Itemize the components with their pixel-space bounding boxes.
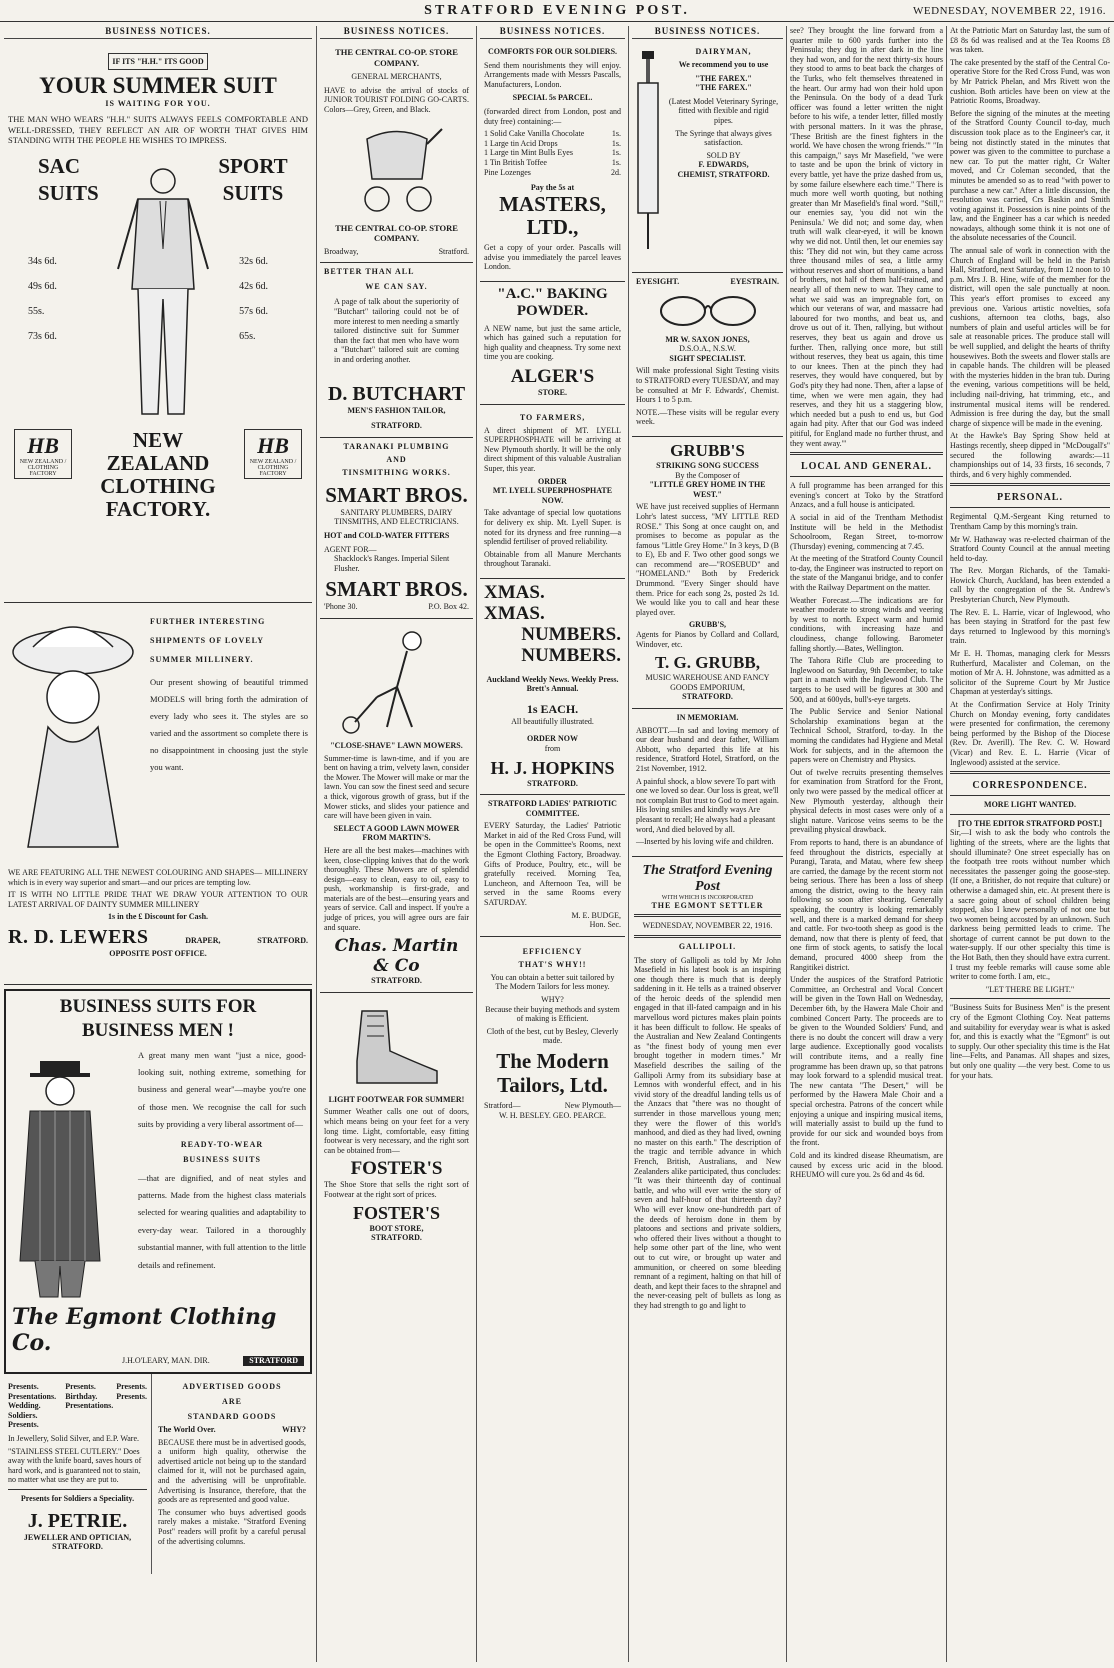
coop-addr-r: Stratford. (438, 246, 469, 256)
letter-body: Sir,—I wish to ask the body who controls the lighting of the streets, where are the lights that should illuminate? One street especially has on the footpath tree roots without number which necessitates the passenger going the goose-step. (If one, a Britisher, do not require that culture) or otherwise a damaged shin, etc. At present there is a sacre going about of school children being stopped, also I knew personally of not one but two women being accosted by an unknown. Such darkness being permitted leads to crime. The shortage of current cannot be put down to the water-supply. If our other specialty this time is the Hot Bath, then they should have extra current. I trust my feeble remarks will cause some able writer to come forth. I am, etc., (950, 828, 1110, 982)
egmont-logo-name: The Egmont Clothing Co. (12, 1304, 277, 1357)
column-4 (632, 26, 783, 1662)
butchart-body: A page of talk about the superiority of "Butchart" tailoring could not be of more interest to men needing a smartly tailored distinctive suit for Summer than the fact that men who have worn a "Butchart" tailored suit are coming in and ordering another. (334, 297, 459, 365)
hopkins-h4: NUMBERS. (521, 644, 621, 666)
farex-advert (632, 43, 783, 273)
foster-sub: BOOT STORE, (369, 1223, 424, 1233)
hb-logo-text: HB (27, 432, 59, 458)
column-1 (4, 26, 312, 1662)
petrie-advert (4, 1374, 152, 1574)
egmont-business: BUSINESS SUITS (183, 1154, 261, 1164)
bottom-adverts-row (4, 1374, 312, 1574)
section-label: BUSINESS NOTICES. (480, 26, 625, 39)
advertised-goods-advert (152, 1374, 312, 1574)
nz-clothing-factory: NEW ZEALAND CLOTHING FACTORY. (100, 427, 216, 522)
news-item: The annual sale of work in connection with the Church of England will be held in the Parish Hall, Stratford, next Saturday, from 12 noon to 10 p.m. Mrs J. B. Hine, wife of the member for the district, will open the sale punctually at noon. This year's effort promises to exceed any previous one. Various artistic novelties, sofa cushions, afternoon tea cloths, bags, also numbers of plain and useful articles will be for sale at reasonable prices. The produce stall will be well supplied, and delight the hearts of thrifty housewives. Both the sweets and flower stalls are in capable hands. The children will be pleased with the mysteries hidden in the bran tub. During the evening, various competitions will be held, including nail-driving, hat trimming, etc., and instrumental musical items will be rendered. Admission is free during the day, but the small charge of sixpence will be made in the evening. (950, 246, 1110, 428)
grubb-h: STRIKING SONG SUCCESS (656, 460, 759, 470)
alger-body: A NEW name, but just the same article, which has gained such a reputation for high quality and cheapness. Try some next time you are cooking. (484, 323, 621, 362)
letter-to: [TO THE EDITOR STRATFORD POST.] (958, 818, 1102, 828)
adv-h1: ADVERTISED GOODS (182, 1382, 282, 1391)
column-3 (480, 26, 625, 1662)
farex-name2: "THE FAREX." (695, 83, 752, 93)
divider (790, 476, 943, 477)
smart-h2: AND (386, 454, 407, 464)
smart-sub: SANITARY PLUMBERS, DAIRY TINSMITHS, AND ELECTRICIANS. (334, 507, 459, 527)
egmont-logo (12, 1304, 304, 1366)
divider (790, 452, 943, 455)
masters-h: COMFORTS FOR OUR SOLDIERS. (487, 47, 618, 56)
farex-role: CHEMIST, STRATFORD. (677, 169, 770, 179)
lewers-name-row (8, 926, 308, 949)
smart-h1: TARANAKI PLUMBING (343, 441, 450, 451)
personal-item: Mr W. Hathaway was re-elected chairman of the Stratford County Council at the annual meeting held to-day. (950, 534, 1110, 563)
butchart-advert (320, 263, 473, 437)
nz-clothing-footer (8, 429, 308, 539)
egmont-body1: A great many men want "just a nice, good-looking suit, nothing extreme, something for business and general wear"—maybe you're one of those men. We recognise the call for such suits by providing a very liberal assortment of— (138, 1049, 306, 1130)
local-item: Cold and its kindred disease Rheumatism, are caused by excess uric acid in the blood. RHEUMO will cure you. 2s 6d and 4s 6d. (790, 1150, 943, 1180)
farex-body2: The Syringe that always gives satisfaction. (675, 128, 772, 148)
egmont-body2: —that are dignified, and of neat styles and patterns. Made from the highest class materials selected for wearing qualities and adaptability to every-day wear. Tailored in a thoroughly substantial manner, with full attention to the little details and refinement. (138, 1172, 306, 1270)
farmers-body3: Obtainable from all Manure Merchants throughout Taranaki. (484, 549, 621, 569)
jones-r: EYESTRAIN. (730, 277, 779, 286)
personal-heading: PERSONAL. (997, 492, 1063, 504)
hopkins-name: H. J. HOPKINS (490, 757, 615, 778)
masters-advert (480, 43, 625, 282)
coop-addr-row (324, 247, 469, 257)
sac-suits-heading: SAC SUITS (38, 153, 99, 206)
lewers-h3: SUMMER MILLINERY. (150, 655, 254, 664)
smart-hot: HOT and COLD-WATER FITTERS (324, 531, 450, 540)
parcel-item-name: 1 Solid Cake Vanilla Chocolate (484, 129, 585, 139)
lewers-pride: IT IS WITH NO LITTLE PRIDE THAT WE DRAW YOUR ATTENTION TO OUR LATEST ARRIVAL OF DAINTY SUMMER MILLINERY (8, 890, 308, 909)
farmers-advert (480, 405, 625, 579)
grubb-advert (632, 437, 783, 709)
news-item: At the Patriotic Mart on Saturday last, the sum of £8 8s 6d was realised and at the Tea Rooms £8 was taken. (950, 26, 1110, 55)
hopkins-h2: XMAS. (484, 602, 545, 624)
presents-right: Presents. Presents. (116, 1382, 147, 1401)
divider (950, 814, 1110, 815)
ladies-body: EVERY Saturday, the Ladies' Patriotic Market in aid of the Red Cross Fund, will be open in the Committee's Rooms, next the Egmont Clothing Factory, Broadway. Gifts of Produce, Poultry, etc., will be gratefully received. Morning Tea, Luncheon, and Afternoon Tea, will be served in the same Rooms every SATURDAY. (484, 821, 621, 908)
adv-h2: ARE (222, 1397, 242, 1406)
egmont-clothing-advert (4, 989, 312, 1374)
local-item: A social in aid of the Trentham Methodist Institute will be held in the Methodist Schoolroom, Regan Street, to-morrow (Thursday) evening, commencing at 7.45. (790, 512, 943, 551)
presents-mid: Presents. Birthday. Presentations. (65, 1382, 114, 1411)
local-item: Weather Forecast.—The indications are for weather moderate to strong winds and veering by west to north. Expect warm and humid conditions, with increasing haze and cloudiness, change following. Barometer falling shortly.—Bates, Wellington. (790, 595, 943, 653)
lewers-h2: SHIPMENTS OF LOVELY (150, 636, 264, 645)
lady-hat-illustration (8, 607, 138, 857)
adv-world: The World Over. (158, 1425, 216, 1434)
local-item: The Public Service and Senior National Scholarship examinations began at the Technical School, Stratford, to-day. In the morning the candidates had Hygiene and Metal Work for subjects, and in the afternoon the papers were on Chemistry and Physics. (790, 707, 943, 765)
letter-signature: "LET THERE BE LIGHT." (985, 984, 1075, 994)
divider (950, 771, 1110, 774)
farex-body: (Latest Model Veterinary Syringe, fitted with flexible and rigid pipes. (668, 96, 779, 125)
syringe-illustration (634, 51, 662, 251)
grubb-name: GRUBB'S (670, 440, 745, 460)
divider (634, 914, 781, 917)
masthead-sub: THE EGMONT SETTLER (651, 900, 764, 910)
smart-agent: AGENT FOR— (324, 544, 377, 554)
newspaper-date: WEDNESDAY, NOVEMBER 22, 1916. (913, 5, 1106, 17)
local-item: Under the auspices of the Stratford Patriotic Committee, an Orchestral and Vocal Concert will be given in the Town Hall on Wednesday, December 6th, by the Hawera Male Choir and combined Concert Party. The proceeds are to be given to the Wounded Soldiers' Fund, and there is no doubt the concert will draw a very large audience. Exceptionally good vocalists will contribute items, and a really fine programme has been drawn up, so that patrons may look forward to a splendid musical treat. The new cantata "The Desert," will be performed by the Hawera Male Choir and a special orchestra. Patrons of the concert while enjoying a unique and inspiring musical items, will materially assist to build up the fund to provide for our sick and wounded boys from the front. (790, 975, 943, 1148)
modern-name: The Modern Tailors, Ltd. (496, 1048, 609, 1098)
hh-body: THE MAN WHO WEARS "H.H." SUITS ALWAYS FEELS COMFORTABLE AND WELL-DRESSED, THEY REFLECT AN AIR OF WORTH THAT GIVES HIM STANDING WITH THE PEOPLE HE WISHES TO IMPRESS. (8, 114, 308, 146)
modern-tailors-advert (480, 937, 625, 1127)
farex-rec: We recommend you to use (678, 60, 769, 69)
parcel-item-name: Pine Lozenges (484, 167, 531, 177)
section-label: BUSINESS NOTICES. (4, 26, 312, 39)
alger-h: "A.C." BAKING POWDER. (497, 285, 608, 319)
modern-h1: EFFICIENCY (522, 946, 583, 956)
masters-note: (forwarded direct from London, post and duty free) containing:— (484, 106, 621, 126)
column-rule (628, 26, 629, 1662)
farex-name: F. EDWARDS, (698, 160, 749, 170)
divider (950, 998, 1110, 999)
section-label: BUSINESS NOTICES. (632, 26, 783, 39)
lewers-body: Our present showing of beautiful trimmed MODELS will bring forth the admiration of every lady who sees it. The styles are so varied and the assortment so complete there is no disappointment in choosing just the style you want. (150, 677, 308, 772)
price: 34s 6d. (28, 255, 57, 267)
farex-sold: SOLD BY (706, 150, 741, 160)
parcel-item-name: 1 Large tin Mint Bulls Eyes (484, 148, 573, 158)
jones-cred: D.S.O.A., N.S.W. (679, 344, 736, 354)
coop-addr-l: Broadway, (324, 246, 359, 256)
jones-note: NOTE.—These visits will be regular every week. (636, 407, 779, 427)
memoriam-h: IN MEMORIAM. (676, 713, 739, 722)
hopkins-h1: XMAS. (484, 581, 545, 603)
local-item: At the meeting of the Stratford County Council to-day, the Engineer was instructed to report on the state of the Manganui bridge, and to confer with the Railway Department on the matter. (790, 554, 943, 593)
local-item: The Tahora Rifle Club are proceeding to Inglewood on Saturday, 9th December, to take part in a match with the Inglewood Club. The targets to be used will be figures at 300 and 500, and at 600yds, bull's-eye targets. (790, 656, 943, 704)
foster-caption: LIGHT FOOTWEAR FOR SUMMER! (328, 1094, 465, 1104)
personal-item: Regimental Q.M.-Sergeant King returned to Trentham Camp by this morning's train. (950, 512, 1110, 531)
parcel-item-name: 1 Tin British Toffee (484, 157, 547, 167)
jones-role: SIGHT SPECIALIST. (669, 353, 746, 363)
gallipoli-body: The story of Gallipoli as told by Mr John Masefield in his latest book is an inspiring one though there is much that is deeply saddening in it. He tells as a trained observer of the heroic deeds of the splendid men engaged in that ill-fated campaign and in his marvellous word pictures makes plain points it has been difficult to follow. He speaks of the Australian and New Zealand Contingents as "the finest body of young men ever brought together in modern times." Mr Masefield describes the sailing of the Gallipoli Army from its subsidiary base at Lemnos with wonderful effect, and in his vivid story of the dreadful landing tells us of the Anzacs that "there was no thought of surrender in those marvellous young men; they were the flower of this world's manhood, and died as they had lived, owning no master on this earth." The description of the tragic and terrible advance in which French, British, Australians, and New Zealanders alike participated, thus concludes: "It was their thirteenth day of continual battle, and who will ever write the story of seven and half-hour of that thirteenth day? Who will ever know one-hundredth part of the deeds of heroism done in them by platoons and sections and private soldiers, who offered their lives without a thought to help some other part of the line, who went out to cut wire, or brought up water and ammunition, or cheered on some bleeding remnant of a regiment, halting on that hill of death, and kept their faces to the shrapnel and the never-ceasing pelt of bullets as long as they had strength to go and light to (634, 955, 781, 1310)
personal-item: The Rev. Morgan Richards, of the Tamaki-Howick Church, Auckland, has been extended a call by the congregation of the St. Andrew's Presbyterian Church, New Plymouth. (950, 566, 1110, 605)
ladies-role: Hon. Sec. (589, 920, 621, 930)
price: 65s. (239, 330, 256, 342)
lewers-featuring: WE ARE FEATURING ALL THE NEWEST COLOURING AND SHAPES— MILLINERY which is in every way superior and smart—and our prices are tempting low. (8, 868, 308, 887)
in-memoriam (632, 709, 783, 857)
hb-logo-caption: NEW ZEALAND / CLOTHING FACTORY (19, 458, 67, 477)
column-rule (946, 26, 947, 1662)
masters-pay: Pay the 5s at (530, 183, 575, 193)
coop-name: THE CENTRAL CO-OP. STORE COMPANY. (335, 47, 458, 68)
man-in-suit-illustration (108, 159, 218, 429)
hh-figure-block (8, 149, 308, 429)
foster-body2: The Shoe Store that sells the right sort of Footwear at the right sort of prices. (324, 1180, 469, 1199)
hopkins-price: 1s EACH. (526, 701, 579, 716)
hopkins-h3: NUMBERS. (521, 623, 621, 645)
egmont-headline: BUSINESS SUITS FOR BUSINESS MEN ! (59, 996, 257, 1041)
news-item: Before the signing of the minutes at the meeting of the Stratford County Council to-day, much discussion took place as to the Engineer's car, it being not distinctly stated in the minutes that power was given to the committee to purchase a new car. To put the matter right, Cr Walter moved, and Cr Coleman seconded, that the minutes be amended so as to read "with power to purchase a new car." After a little discussion, the resolution was carried, Crs Baskin and Smith voting against it. Possession is nine points of the law, and the Engineer has a car which is needed nowadays, although some think it is not one of the absolute necessaries of the Council. (950, 108, 1110, 243)
memoriam-by: —Inserted by his loving wife and children. (636, 837, 774, 847)
hb-logo-caption: NEW ZEALAND / CLOTHING FACTORY (249, 458, 297, 477)
hb-logo-left (14, 429, 72, 479)
foster-body: Summer Weather calls one out of doors, which means being on your feet for a very long time. Light, comfortable, easy fitting footwear is very necessary, and the right sort can be obtained from— (324, 1107, 469, 1155)
ladies-sig: M. E. BUDGE, (571, 910, 621, 920)
sac-prices (28, 249, 57, 349)
petrie-cutlery: "STAINLESS STEEL CUTLERY." Does away with the knife board, saves hours of hard work, and is guaranteed not to stain, no matter what use they are put to. (8, 1446, 142, 1485)
parcel-item (484, 158, 621, 168)
farex-text (668, 47, 779, 180)
parcel-item-price: 1s. (611, 138, 621, 148)
egmont-logo-town: STRATFORD (243, 1356, 304, 1366)
jones-name: MR W. SAXON JONES, (665, 334, 750, 344)
parcel-item (484, 168, 621, 178)
saxon-jones-advert (632, 273, 783, 437)
adv-body2: The consumer who buys advertised goods rarely makes a mistake. "Stratford Evening Post" readers will profit by a careful perusal of the advertising columns. (158, 1507, 306, 1546)
grubb-sig: GRUBB'S, (688, 620, 727, 630)
spectacles-illustration (653, 291, 763, 331)
masters-items (484, 129, 621, 177)
hopkins-advert (480, 579, 625, 795)
coop-sub: GENERAL MERCHANTS, (351, 72, 442, 82)
price: 73s 6d. (28, 330, 57, 342)
local-item: Out of twelve recruits presenting themselves for examination from Stratford for the Front, only two were passed by the medical officer at New Plymouth yesterday, although their physical defects in most cases were only of a slight nature. Varicose veins seems to be the prevailing physical drawback. (790, 767, 943, 835)
parcel-item-price: 1s. (611, 148, 621, 158)
divider (950, 507, 1110, 508)
jones-head-row (636, 277, 779, 287)
coop-body: HAVE to advise the arrival of stocks of JUNIOR TOURIST FOLDING GO-CARTS. Colors—Grey, Green, and Black. (324, 85, 469, 115)
butchart-sub: MEN'S FASHION TAILOR, (347, 405, 446, 415)
farex-name1: "THE FAREX." (695, 73, 752, 83)
hopkins-from: from (544, 743, 561, 753)
news-item: At the Hawke's Bay Spring Show held at Hastings recently, sheep dipped in "McDougall's" secured the following awards:—11 championships out of 14, 33 firsts, 16 seconds, 7 thirds, and 6 very highly commended. (950, 431, 1110, 479)
hb-logo-text: HB (257, 432, 289, 458)
lewers-millinery-advert (4, 603, 312, 985)
grubb-song: "LITTLE GREY HOME IN THE WEST." (649, 480, 766, 499)
modern-town-r: New Plymouth— (564, 1101, 621, 1111)
petrie-name: J. PETRIE. (27, 1509, 128, 1532)
jones-l: EYESIGHT. (636, 277, 680, 286)
personal-item: At the Confirmation Service at Holy Trinity Church on Monday evening, forty candidates were presented for confirmation, the ceremony being performed by the Bishop of the Diocese (Rev. Dr. Averill). The Rev. C. W. Howard (Vicar) and Rev. E. L. Harrie (Vicar of Inglewood) assisted at the service. (950, 700, 1110, 767)
column-rule (786, 26, 787, 1662)
adv-why: WHY? (282, 1425, 306, 1434)
alger-advert (480, 282, 625, 405)
lewers-name: R. D. LEWERS (8, 925, 149, 948)
egmont-text (138, 1047, 306, 1275)
petrie-jewellery: In Jewellery, Solid Silver, and E.P. Ware. (8, 1433, 140, 1443)
sport-prices (239, 249, 268, 349)
gallipoli-heading: GALLIPOLI. (678, 941, 737, 951)
correspondence-heading: CORRESPONDENCE. (972, 780, 1088, 792)
ladies-h: STRATFORD LADIES' PATRIOTIC COMMITTEE. (488, 799, 617, 818)
column-6 (950, 26, 1110, 1662)
modern-town-l: Stratford— (484, 1101, 521, 1111)
lawn-mower-illustration (337, 627, 457, 737)
modern-body3: Cloth of the best, cut by Besley, Cleverly made. (486, 1026, 619, 1046)
foster-name2: FOSTER'S (352, 1202, 441, 1223)
parcel-item-price: 2d. (611, 167, 621, 177)
price: 49s 6d. (28, 280, 57, 292)
smart-bros-advert (320, 438, 473, 619)
butchart-h2: WE CAN SAY. (365, 282, 428, 292)
smart-name: SMART BROS. (325, 482, 468, 507)
egmont-logo-sub: J.H.O'LEARY, MAN. DIR. (122, 1356, 210, 1366)
hopkins-list: Auckland Weekly News. Weekly Press. Brett's Annual. (486, 674, 619, 694)
smart-contact-row (324, 602, 469, 612)
coop-name2: THE CENTRAL CO-OP. STORE COMPANY. (335, 222, 458, 244)
masthead (632, 857, 783, 1320)
martin-h: SELECT A GOOD LAWN MOWER FROM MARTIN'S. (333, 823, 460, 843)
personal-item: The Rev. E. L. Harrie, vicar of Inglewood, who has been staying in Stratford for the past few days returned to Inglewood by this morning's train. (950, 607, 1110, 646)
price: 55s. (28, 305, 45, 317)
local-item: From reports to hand, there is an abundance of feed throughout the districts, especially at Purangi, Tarata, and Matau, where few sheep are carried, the damage by the recent storm not being serious. There has been a loss of sheep among the district, owing to the heavy rain following so soon after shearing. Generally speaking, the country is looking remarkably well, and there is a marked demand for sheep and cattle. For two-tooth sheep as good is the demand, now that there is plenty of feed, that one firm of stock agents, to satisfy the local demand, procured 4000 sheep from the Rangitikei district. (790, 837, 943, 972)
martin-body2: Here are all the best makes—machines with keen, close-clipping knives that do the work thoroughly. These Mowers are of splendid design—easy to clean, easy to oil, easy to push, workmanship is first-grade, and materials are of the best—ensuring years and years of service. Call and inspect. If you're a judge of prices, you will agree ours are fair and square. (324, 845, 469, 932)
presents-left: Presents. Presentations. Wedding. Soldiers. Presents. (8, 1382, 57, 1430)
column-2 (320, 26, 473, 1662)
news-item: The cake presented by the staff of the Central Co-operative Store for the Red Cross Fund, was won by Mr Patrick Phelan, and Mrs Rivett won the cushion. Both articles have been on view at the Patriotic Rooms, Broadway. (950, 57, 1110, 106)
price: 57s 6d. (239, 305, 268, 317)
newspaper-header (0, 0, 1114, 22)
modern-body: You can obtain a better suit tailored by The Modern Tailors for less money. (490, 972, 615, 992)
grubb-body: WE have just received supplies of Hermann Lohr's latest success, "MY LITTLE RED ROSE." This Song at once caught on, and promises to become as popular as the famous "Little Grey Home." In 3 keys, D (B to E), Eb and F. Two other good songs we can recommend are—"ROSEBUD" and "HOMELAND." Both by Frederick Drummond. "Every Singer should have them. Price for each song 2s, posted 2s 1d. We would like you to call and hear these played over. (636, 502, 779, 617)
farmers-body2: Take advantage of special low quotations for delivery ex ship. Mt. Lyell Super. is noted for its dryness and free running—a splendid fertiliser of proved reliability. (484, 508, 621, 547)
smart-items: Shacklock's Ranges. Imperial Silent Flusher. (334, 554, 450, 573)
martin-town: STRATFORD. (371, 976, 422, 986)
masthead-title: The Stratford Evening Post (642, 862, 773, 894)
masters-body2: Get a copy of your order. Pascalls will advise you immediately the parcel leaves London. (484, 242, 621, 272)
farmers-body: A direct shipment of MT. LYELL SUPERPHOSPHATE will be arriving at New Plymouth shortly. It will be the only direct shipment of this valuable Australian Super, this year. (484, 425, 621, 474)
parcel-item (484, 129, 621, 139)
letter-title: MORE LIGHT WANTED. (984, 800, 1076, 810)
adv-h3: STANDARD GOODS (187, 1412, 277, 1421)
modern-props: W. H. BESLEY. GEO. PEARCE. (499, 1110, 606, 1120)
column-rule (316, 26, 317, 1662)
divider (950, 483, 1110, 486)
price: 32s 6d. (239, 255, 268, 267)
lewers-discount: 1s in the £ Discount for Cash. (107, 912, 209, 922)
masters-name: MASTERS, LTD., (499, 191, 606, 239)
butchart-h1: BETTER THAN ALL (324, 267, 415, 277)
hh-sub: IS WAITING FOR YOU. (105, 99, 211, 108)
hopkins-ill: All beautifully illustrated. (511, 716, 594, 726)
lewers-role: DRAPER, (185, 935, 221, 945)
hb-logo-right (244, 429, 302, 479)
butchart-name: D. BUTCHART (327, 382, 466, 405)
businessman-illustration (10, 1061, 120, 1301)
hopkins-town: STRATFORD. (527, 778, 578, 788)
price: 42s 6d. (239, 280, 268, 292)
parcel-item (484, 139, 621, 149)
foster-town: STRATFORD. (371, 1233, 422, 1243)
grubb-name2: T. G. GRUBB, (654, 653, 760, 673)
go-cart-illustration (347, 119, 447, 219)
modern-h2: THAT'S WHY!! (518, 959, 587, 969)
shoe-illustration (342, 1001, 452, 1091)
column-5 (790, 26, 943, 1662)
petrie-town: STRATFORD. (52, 1542, 103, 1552)
masters-body: Send them nourishments they will enjoy. Arrangements made with Messrs Pascalls, Manufacturers, London. (484, 60, 621, 89)
personal-item: Mr E. H. Thomas, managing clerk for Messrs Rutherfurd, Macalister and Coleman, on the motion of Mr A. H. Johnstone, was admitted as a solicitor of the Supreme Court by Mr Justice Chapman at yesterday's sittings. (950, 649, 1110, 697)
parcel-item-price: 1s. (611, 129, 621, 139)
farmers-h: TO FARMERS, (519, 412, 586, 422)
smart-phone: 'Phone 30. (324, 602, 358, 612)
hopkins-order: ORDER NOW (527, 734, 578, 744)
fosters-advert (320, 993, 473, 1249)
hh-headline: YOUR SUMMER SUIT (39, 73, 277, 98)
newspaper-title: STRATFORD EVENING POST. (424, 3, 690, 18)
farex-h: DAIRYMAN, (695, 47, 752, 56)
gallipoli-continued: see? They brought the line forward from a quarter mile to 600 yards further into the Peninsula; they dug in after dark in the line they had won, and for the next thirty-six hours they stood to arms to beat back the charges of the Turks, who felt themselves threatened in the heart. Our army had won their hold upon the Peninsula. On the body of a dead Turk officer was found a letter written the night before to his wife, a tender letter, filled mostly with personal matters. In it was the phrase, 'These British are the finest fighters in the world. We have chosen the wrong friends.'" "In this campaign," says Mr Masefield, "we were to taste and be upon the brink of victory in every battle, yet have the prize dashed from us, by some failure elsewhere each time." There is much more well worth quoting, but nothing greater than Mr Masefield's final word. "Still," our enemies say, 'you did not win the Peninsula.' We did not; and some day, when truth will walk clear-eyed, it will be known why we did not. Until then, let our enemies say this: 'They did not win, but they came across three thousand miles of sea, a little army without reserves and short of munitions, a band of brothers, not half of them half-trained, and nearly all of them new to war. They came to what we said was an impregnable fort, on which our veterans of war, and massacre had laboured for two months, and beat us, and drove us out of it. Then, rallying, but without reserves, they beat us again and drove us further. Then, rallying once more, but still without reserves, they beat us again, this time to our knees. Then at the pinch they had reserves, they would have conquered, but by God's pity they had none. Then, after a lapse of time, when we were men again, they had reserves, and they hit us a staggering blow, which needed but a push to end us, but God again had pity. After that our God was indeed pitiful, for England made no further thrust, and they went away.'" (790, 26, 943, 448)
news-item: "Business Suits for Business Men" is the present cry of the Egmont Clothing Coy. Neat patterns and suitability for everyday wear is what is asked for, and this is exactly what the "Egmont" is out to supply. Our other speciality this time is the Hat line—Felts, and Panamas. All shapes and sizes, but only one quality —the very best. Come to us for your hats. (950, 1003, 1110, 1080)
section-label: BUSINESS NOTICES. (320, 26, 473, 39)
grubb-agents: Agents for Pianos by Collard and Collard, Windover, etc. (636, 630, 779, 649)
lewers-town: STRATFORD. (257, 935, 308, 945)
smart-h3: TINSMITHING WORKS. (342, 467, 451, 477)
parcel-item-price: 1s. (611, 157, 621, 167)
martin-body1: Summer-time is lawn-time, and if you are bent on having a trim, velvety lawn, consider the Mower. The Mower will make or mar the lawn. You can sow the finest seed and secure a thick, vigorous growth of grass, but if the Mower sticks, and slides your patience and care will have been given in vain. (324, 753, 469, 821)
egmont-ready: READY-TO-WEAR (180, 1139, 264, 1149)
smart-name2: SMART BROS. (325, 577, 468, 602)
grubb-town: STRATFORD. (682, 692, 733, 702)
masthead-with: WITH WHICH IS INCORPORATED (661, 894, 754, 901)
smart-box: P.O. Box 42. (428, 602, 469, 612)
martin-signature: Chas. Martin & Co (334, 936, 459, 977)
memoriam-verse: A painful shock, a blow severe To part with one we loved so dear. Our loss is great, we'll not complain But trust to God to meet again. His loving smiles and kindly ways Are pleasant to recall; He always had a pleasant word, And died beloved by all. (636, 776, 779, 834)
hh-suits-advert (4, 43, 312, 603)
modern-town-row (484, 1101, 621, 1111)
foster-name: FOSTER'S (350, 1158, 443, 1180)
alger-sub: STORE. (538, 388, 567, 398)
local-item: A full programme has been arranged for this evening's concert at Toko by the Stratford Anzacs, and a full house is anticipated. (790, 481, 943, 510)
column-rule (476, 26, 477, 1662)
adv-body: BECAUSE there must be in advertised goods, a uniform high quality, otherwise the advertised article not being up to the standard claimed for it, will not be purchased again, and the advertising will be unprofitable. Advertising is Insurance, therefore, that the goods are as represented and good value. (158, 1437, 306, 1505)
petrie-soldiers: Presents for Soldiers a Speciality. (20, 1493, 135, 1503)
modern-why: WHY? (541, 995, 564, 1004)
divider (634, 935, 781, 938)
grubb-sub: MUSIC WAREHOUSE AND FANCY GOODS EMPORIUM, (645, 673, 770, 692)
alger-name: ALGER'S (510, 366, 595, 388)
lewers-footer (8, 868, 308, 959)
butchart-town: STRATFORD. (371, 421, 422, 431)
lewers-h1: FURTHER INTERESTING (150, 617, 266, 626)
adv-world-row (158, 1425, 306, 1435)
modern-body2: Because their buying methods and system of making is Efficient. (485, 1004, 620, 1024)
jones-body: Will make professional Sight Testing visits to STRATFORD every TUESDAY, and may be consulted at Mr F. Edwards', Chemist. Hours 1 to 5 p.m. (636, 366, 779, 405)
egmont-logo-row (12, 1356, 304, 1366)
hh-tag: IF ITS "H.H." ITS GOOD (108, 53, 207, 70)
local-general-heading: LOCAL AND GENERAL. (800, 461, 933, 473)
petrie-role: JEWELLER AND OPTICIAN, (23, 1532, 132, 1542)
divider (8, 1489, 147, 1490)
ladies-patriotic-advert (480, 795, 625, 937)
masthead-date: WEDNESDAY, NOVEMBER 22, 1916. (642, 921, 773, 931)
masters-parcel: SPECIAL 5s PARCEL. (512, 93, 593, 103)
divider (950, 795, 1110, 796)
lewers-addr: OPPOSITE POST OFFICE. (109, 948, 207, 958)
parcel-item (484, 148, 621, 158)
memoriam-body: ABBOTT.—In sad and loving memory of our dear husband and dear father, William Abbott, who departed this life at his residence, Stratford Hotel, Stratford, on the 21st November, 1912. (636, 725, 779, 773)
farmers-order: ORDER (538, 476, 567, 486)
martin-caption: "CLOSE-SHAVE" LAWN MOWERS. (330, 740, 463, 750)
farmers-order2: MT. LYELL SUPERPHOSPHATE NOW. (492, 486, 613, 505)
martin-mower-advert (320, 619, 473, 993)
petrie-presents (8, 1382, 147, 1430)
central-coop-advert (320, 43, 473, 263)
sport-suits-heading: SPORT SUITS (218, 153, 288, 206)
lewers-text (150, 617, 308, 776)
parcel-item-name: 1 Large tin Acid Drops (484, 138, 558, 148)
grubb-by: By the Composer of (675, 470, 740, 480)
